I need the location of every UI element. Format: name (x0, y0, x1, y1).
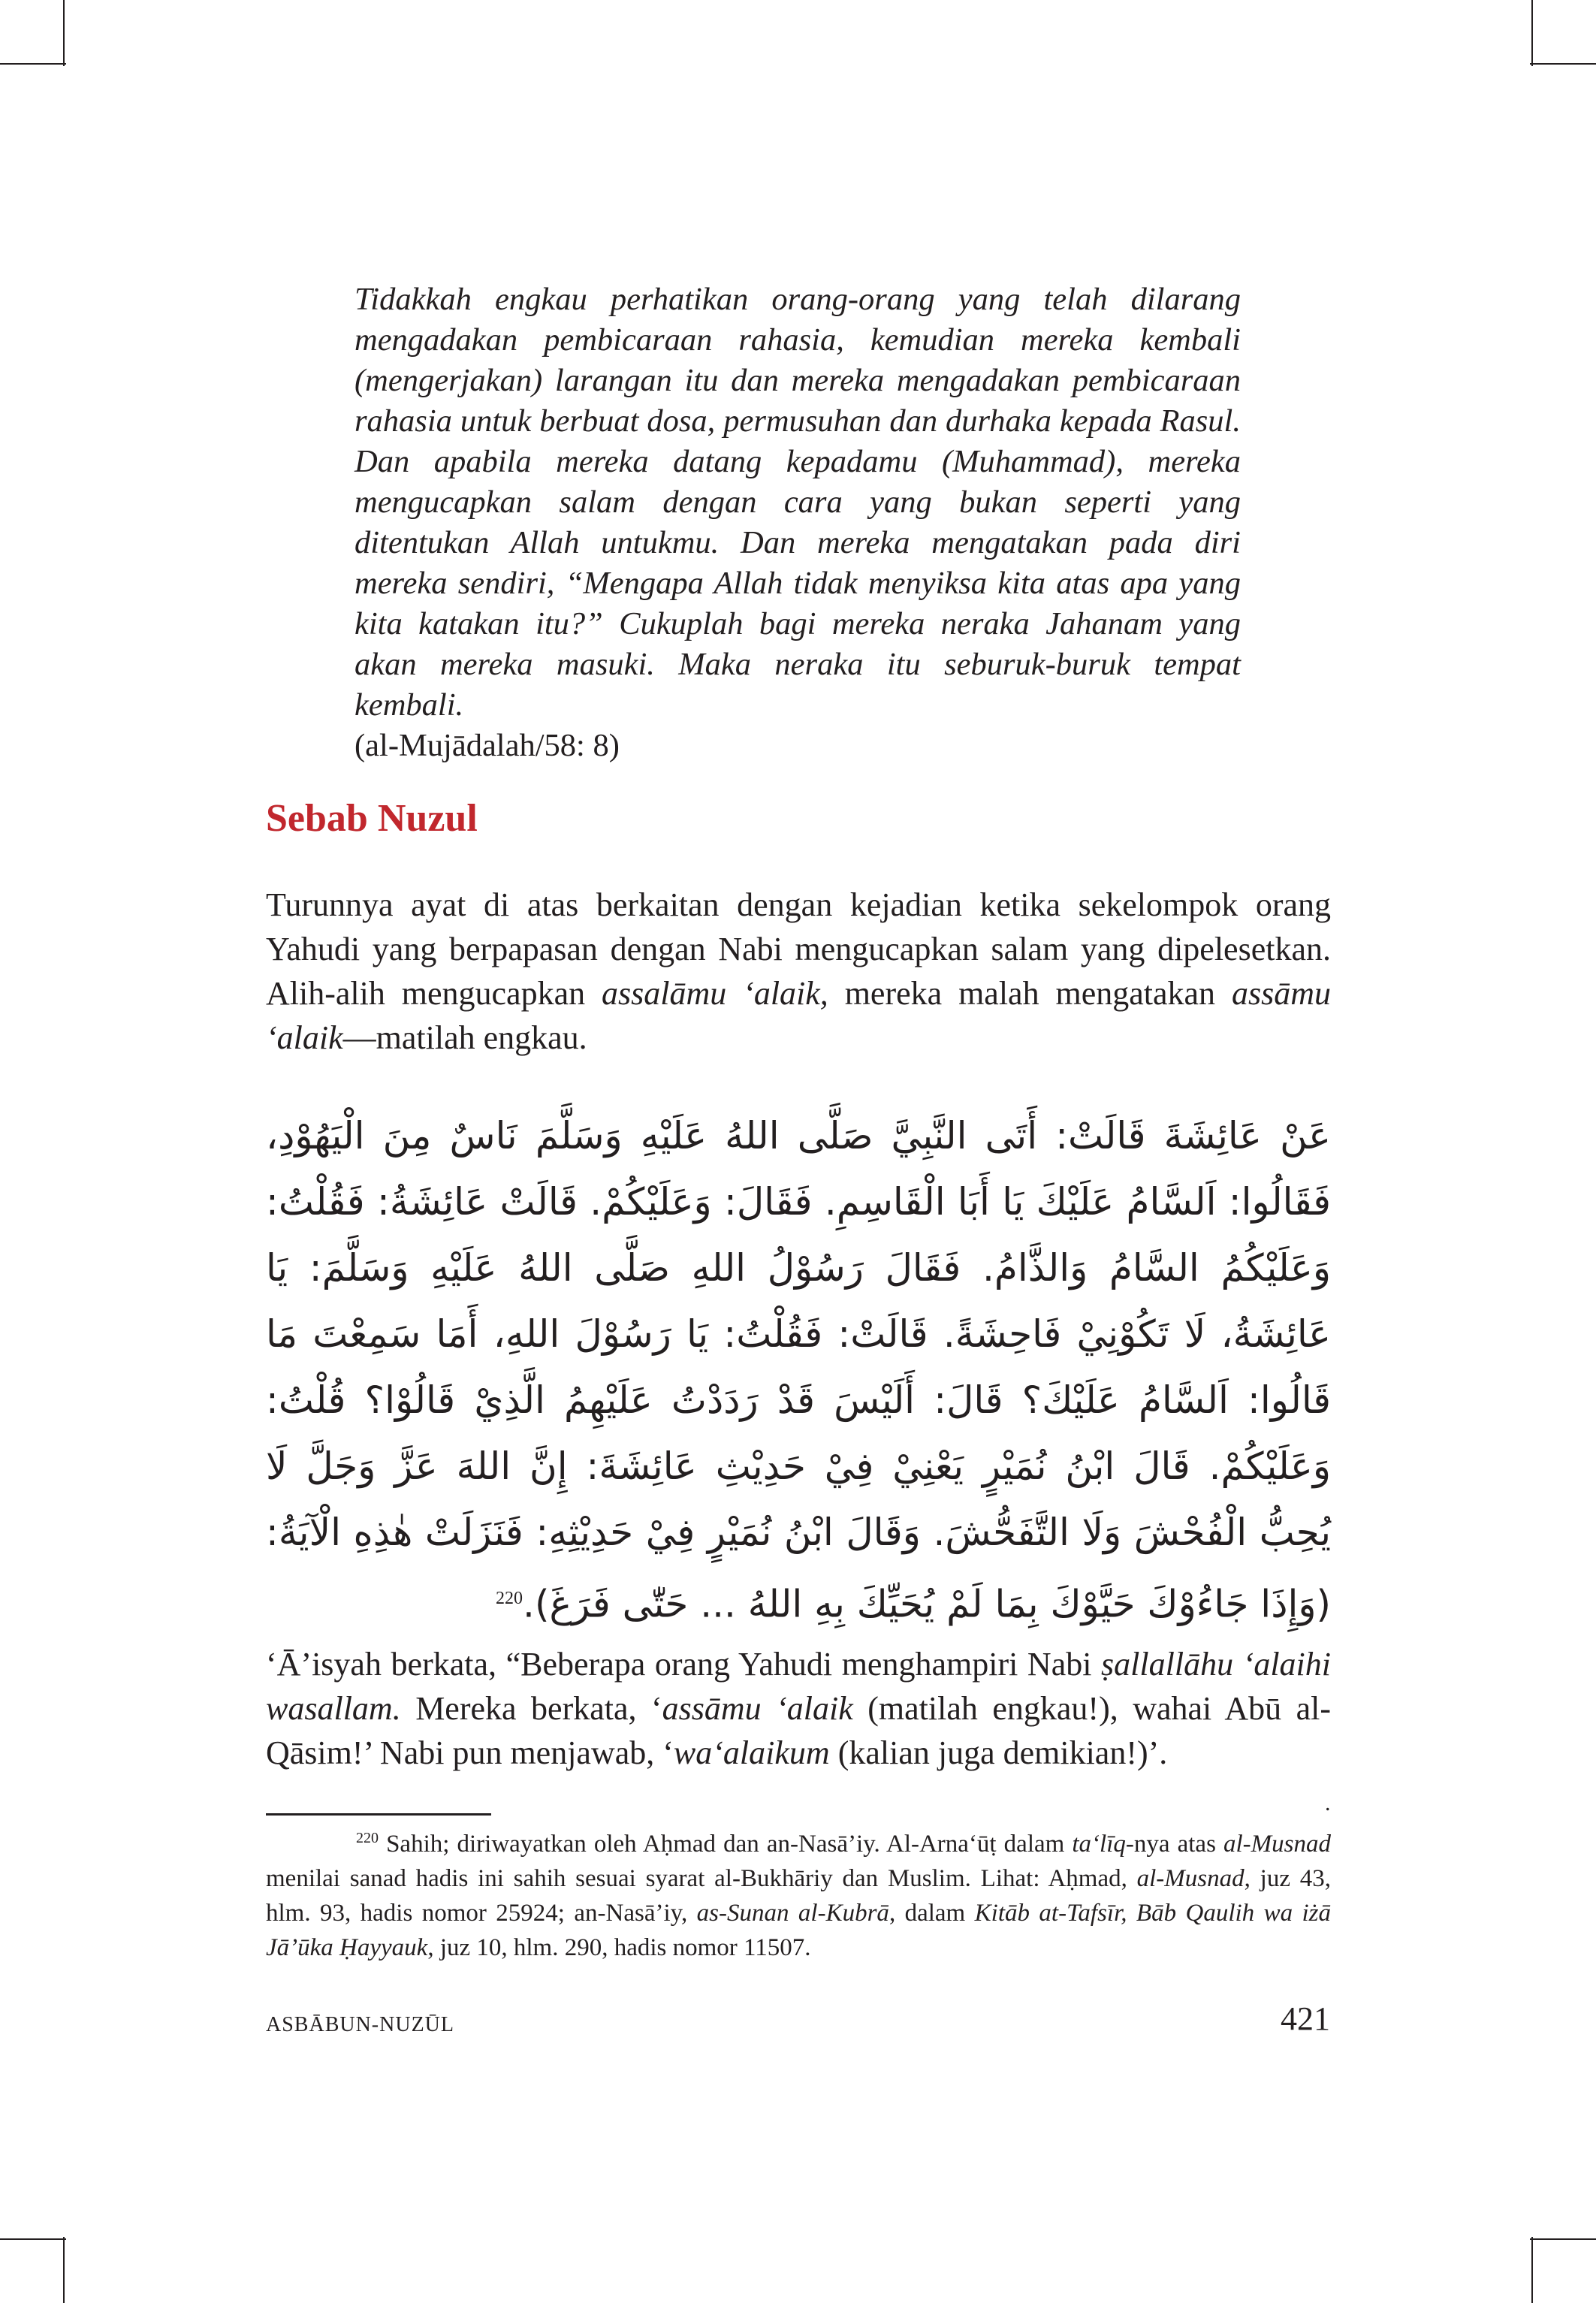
intro-italic-1: assalāmu ‘alaik, (602, 975, 828, 1012)
running-footer-title: ASBĀBUN-NUZŪL (266, 2013, 454, 2036)
intro-text-3: —matilah engkau. (342, 1019, 587, 1056)
footnote-text-4: , juz 43, hlm. 93, hadis nomor 25924; an-Nasā’iy, (266, 1865, 1331, 1927)
quote-reference: (al-Mujādalah/58: 8) (354, 728, 620, 763)
footnote-italic-4: as-Sunan al-Kubrā (696, 1900, 889, 1927)
footnote-text-6: , juz 10, hlm. 290, hadis nomor 11507. (427, 1934, 811, 1961)
crop-mark-bottom-left-v (63, 2237, 65, 2303)
intro-italic-2: assāmu ‘alaik (266, 975, 1331, 1056)
footnote-text-3: menilai sanad hadis ini sahih sesuai syarat al-Bukhāriy dan Muslim. Lihat: Aḥmad, (266, 1865, 1137, 1892)
footnote-italic-5: Kitāb at-Tafsīr, Bāb Qaulih wa iżā Jā’ūka Ḥayyauk (266, 1900, 1332, 1961)
crop-mark-top-left-h (0, 63, 66, 65)
arabic-hadith-text: عَنْ عَائِشَةَ قَالَتْ: أَتَى النَّبِيَّ صَلَّى اللهُ عَلَيْهِ وَسَلَّمَ نَاسٌ مِنَ الْيَهُوْدِ، فَقَالُوا: اَلسَّامُ عَلَيْكَ يَا أَبَا الْقَاسِمِ. فَقَالَ: وَعَلَيْكُمْ. قَالَتْ عَائِشَةُ: فَقُلْتُ: وَعَلَيْكُمُ السَّامُ وَالذَّامُ. فَقَالَ رَسُوْلُ اللهِ صَلَّى اللهُ عَلَيْهِ وَسَلَّمَ: يَا عَائِشَةُ، لَا تَكُوْنِيْ فَاحِشَةً. قَالَتْ: فَقُلْتُ: يَا رَسُوْلَ اللهِ، أَمَا سَمِعْتَ مَا قَالُوا: اَلسَّامُ عَلَيْكَ؟ قَالَ: أَلَيْسَ قَدْ رَدَدْتُ عَلَيْهِمُ الَّذِيْ قَالُوْا؟ قُلْتُ: وَعَلَيْكُمْ. قَالَ ابْنُ نُمَيْرٍ يَعْنِيْ فِيْ حَدِيْثِ عَائِشَةَ: إِنَّ اللهَ عَزَّ وَجَلَّ لَا يُحِبُّ الْفُحْشَ وَلَا التَّفَحُّشَ. وَقَالَ ابْنُ نُمَيْرٍ فِيْ حَدِيْثِهِ: فَنَزَلَتْ هٰذِهِ الْآيَةُ: (وَإِذَا جَاءُوْكَ حَيَّوْكَ بِمَا لَمْ يُحَيِّكَ بِهِ اللهُ ... حَتّٰى فَرَغَ). (266, 1114, 1331, 1626)
crop-mark-top-right-h (1530, 63, 1596, 65)
translation-paragraph (266, 1642, 1331, 1775)
footnote-italic-3: al-Musnad (1136, 1865, 1245, 1892)
crop-mark-top-right-v (1531, 0, 1533, 66)
quote-text: Tidakkah engkau perhatikan orang-orang yang telah dilarang mengadakan pembicaraan rahasia, kemudian mereka kembali (mengerjakan) larangan itu dan mereka mengadakan pembicaraan rahasia untuk berbuat dosa, permusuhan dan durhaka kepada Rasul. Dan apabila mereka datang kepadamu (Muhammad), mereka mengucapkan salam dengan cara yang bukan seperti yang ditentukan Allah untukmu. Dan mereka mengatakan pada diri mereka sendiri, “Mengapa Allah tidak menyiksa kita atas apa yang kita katakan itu?” Cukuplah bagi mereka neraka Jahanam yang akan mereka masuki. Maka neraka itu seburuk-buruk tempat kembali. (354, 282, 1241, 723)
intro-text-1: Turunnya ayat di atas berkaitan dengan kejadian ketika sekelompok orang Yahudi yang berpapasan dengan Nabi mengucapkan salam yang dipelesetkan. Alih-alih mengucapkan (266, 886, 1331, 1012)
crop-mark-bottom-left-h (0, 2238, 66, 2240)
crop-mark-bottom-right-h (1530, 2238, 1596, 2240)
footnote-text-1: Sahih; diriwayatkan oleh Aḥmad dan an-Nasā’iy. Al-Arna‘ūṭ dalam (379, 1831, 1073, 1858)
translation-text-4: (kalian juga demikian!)’. (829, 1734, 1168, 1771)
quran-translation-quote (354, 279, 1241, 766)
intro-paragraph (266, 883, 1331, 1060)
translation-italic-2: assāmu ‘alaik (662, 1690, 853, 1727)
page-number: 421 (1281, 2000, 1330, 2037)
translation-text-1: ‘Ā’isyah berkata, “Beberapa orang Yahudi menghampiri Nabi (266, 1646, 1102, 1683)
footnote-reference: 220 (496, 1589, 523, 1608)
footnote-number: 220 (356, 1830, 379, 1846)
footnote-divider (266, 1813, 491, 1816)
footnote-italic-2: al-Musnad (1223, 1831, 1331, 1858)
translation-text-3: (matilah engkau!), wahai Abū al-Qāsim!’ Nabi pun menjawab, ‘ (266, 1690, 1331, 1771)
footnote (266, 1821, 1331, 1965)
footnote-italic-1: ta‘līq (1072, 1831, 1126, 1858)
translation-italic-3: wa‘alaikum (673, 1734, 830, 1771)
crop-mark-bottom-right-v (1531, 2237, 1533, 2303)
footnote-text-5: , dalam (889, 1900, 975, 1927)
translation-text-2: Mereka berkata, ‘ (400, 1690, 662, 1727)
arabic-hadith (266, 1103, 1331, 1637)
footnote-text-2: -nya atas (1125, 1831, 1223, 1858)
stray-dot: . (1325, 1791, 1331, 1816)
intro-text-2: mereka malah mengatakan (828, 975, 1232, 1012)
section-heading: Sebab Nuzul (266, 797, 478, 840)
crop-mark-top-left-v (63, 0, 65, 66)
translation-italic-1: ṣallallāhu ‘alaihi wasallam. (266, 1646, 1331, 1727)
